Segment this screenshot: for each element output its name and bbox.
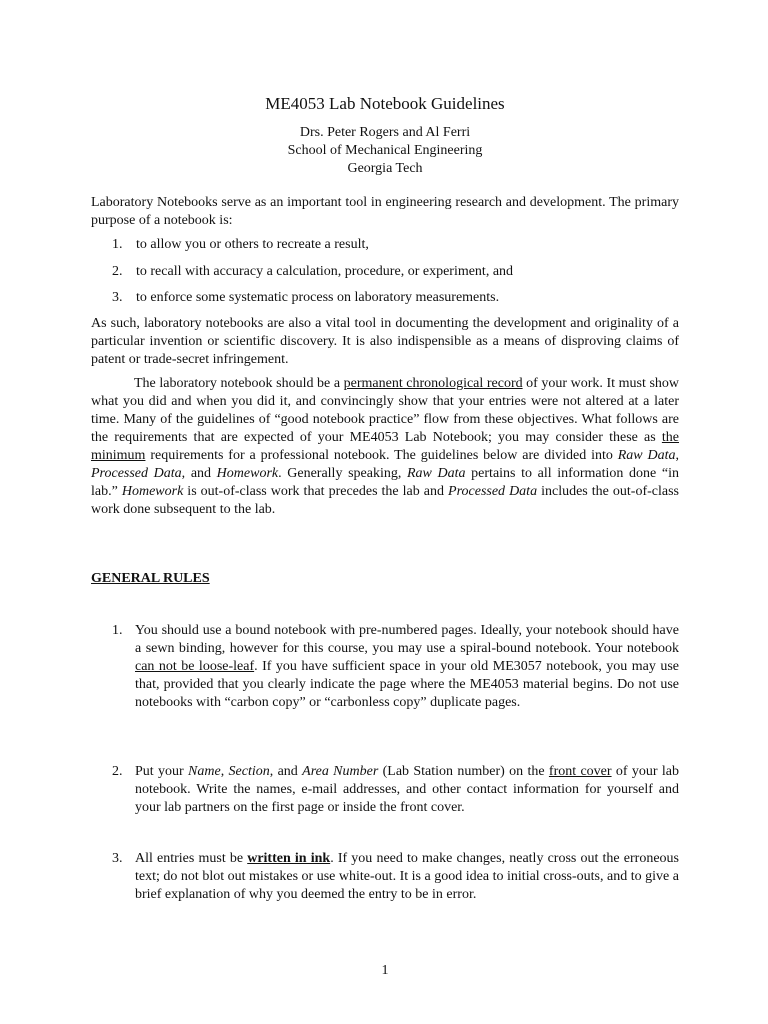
list-item-number: 1. [112,237,123,252]
italic-term: Name [188,764,221,779]
list-item [91,236,679,254]
rule-item [91,850,679,904]
author-names: Drs. Peter Rogers and Al Ferri [299,125,471,140]
rule-number: 1. [112,623,123,638]
bold-underlined-phrase: written in ink [247,851,331,866]
section-heading-general-rules: GENERAL RULES [91,571,210,586]
italic-term: Processed Data [448,484,538,499]
italic-term: Homework [121,484,184,499]
paragraph-notebook-record: The laboratory notebook should be a permanent chronological record of your work. It must show what you did and when you did it, and convincingly show that your entries were not altered at a later time. Many of the guidelines of “good notebook practice” flow from these objectives. What follows are the requirements that are expected of your ME4053 Lab Notebook; you may consider these as the minimum requirements for a professional notebook. The guidelines below are divided into Raw Data, Processed Data, and Homework. Generally speaking, Raw Data pertains to all information done “in lab.” Homework is out-of-class work that precedes the lab and Processed Data includes the out-of-class work done subsequent to the lab. [91,376,680,517]
rule-text: Put your Name, Section, and Area Number (Lab Station number) on the front cover of your lab notebook. Write the names, e-mail addresses, and other contact information for yourself and your lab partners on the first page or inside the front cover. [135,764,679,815]
rule-text: You should use a bound notebook with pre-numbered pages. Ideally, your notebook should have a sewn binding, however for this course, you may use a spiral-bound notebook. Your notebook can not be loose-leaf. If you have sufficient space in your old ME3057 notebook, you may use that, provided that you clearly indicate the page where the ME4053 material begins. Do not use notebooks with “carbon copy” or “carbonless copy” duplicate pages. [135,623,679,710]
italic-term: Processed Data [91,466,182,481]
underlined-phrase: permanent chronological record [343,376,523,391]
document-title: ME4053 Lab Notebook Guidelines [265,94,505,113]
page-number: 1 [381,963,389,978]
list-item-text: to allow you or others to recreate a result, [136,237,369,252]
list-item [91,289,679,307]
italic-term: Homework [216,466,279,481]
italic-term: Section [228,764,270,779]
underlined-phrase: can not be loose-leaf [135,659,255,674]
author-school: School of Mechanical Engineering [287,143,483,158]
list-item-number: 3. [112,290,123,305]
rule-item [91,763,679,817]
author-block [91,124,679,178]
rule-item [91,622,679,712]
list-item-text: to enforce some systematic process on laboratory measurements. [136,290,500,305]
underlined-phrase: the minimum [91,430,679,463]
rule-text: All entries must be written in ink. If you need to make changes, neatly cross out the erroneous text; do not blot out mistakes or use white-out. It is a good idea to initial cross-outs, and to give a brief explanation of why you deemed the entry to be in error. [135,851,679,902]
italic-term: Raw Data [407,466,466,481]
paragraph-patent: As such, laboratory notebooks are also a vital tool in documenting the development and originality of a particular invention or scientific discovery. It is also indispensible as a means of disproving claims of patent or trade-secret infringement. [91,316,679,367]
purpose-list [91,236,679,316]
list-item-number: 2. [112,263,123,279]
italic-term: Area Number [302,764,379,779]
underlined-phrase: front cover [548,764,612,779]
rule-number: 3. [112,851,123,866]
author-institution: Georgia Tech [347,161,423,176]
intro-paragraph: Laboratory Notebooks serve as an important tool in engineering research and development. The primary purpose of a notebook is: [91,195,679,228]
document-page [91,0,679,1024]
rule-number: 2. [112,764,123,779]
list-item [91,263,679,281]
italic-term: Raw Data [617,448,676,463]
list-item-text: to recall with accuracy a calculation, procedure, or experiment, and [136,263,514,279]
